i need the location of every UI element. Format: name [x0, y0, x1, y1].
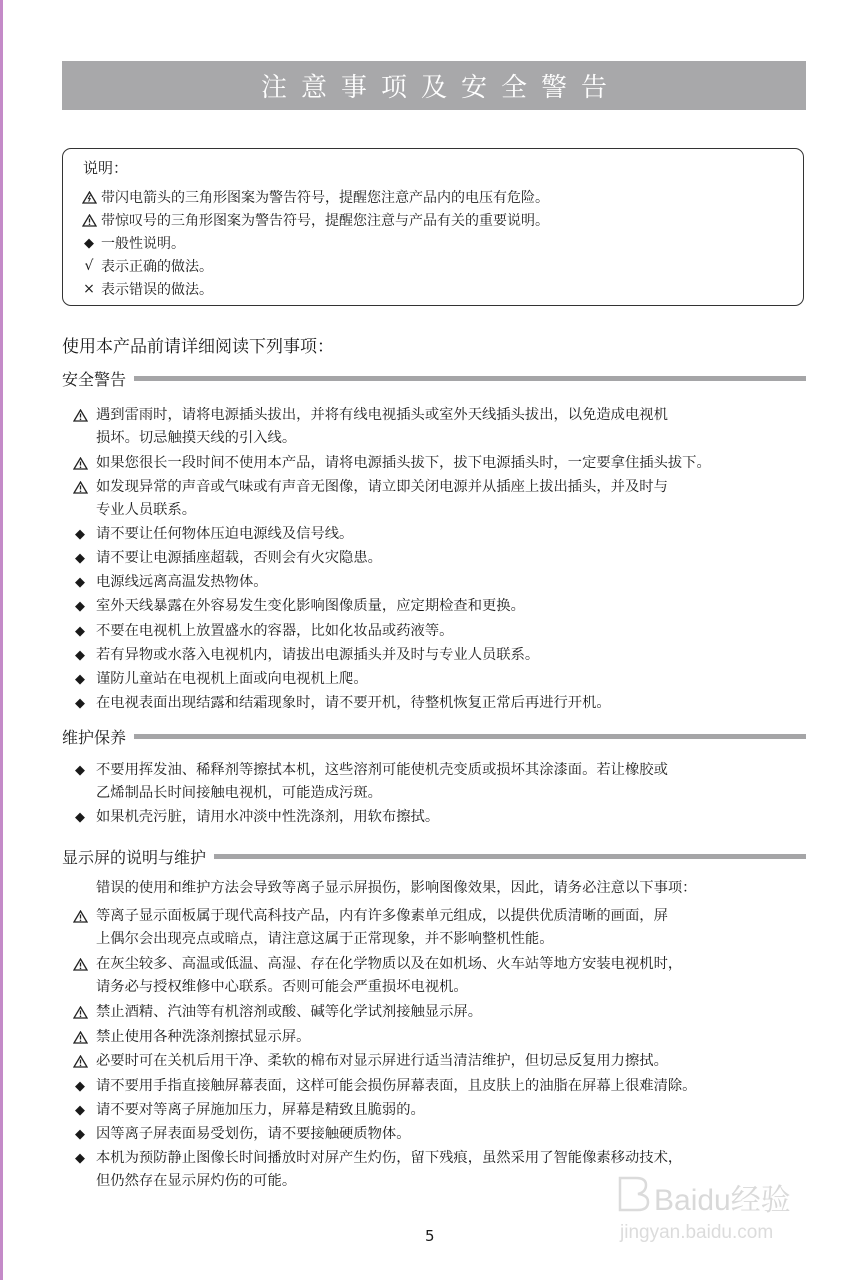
- text-line: 因等离子屏表面易受划伤，请不要接触硬质物体。: [96, 1126, 411, 1142]
- legend-text: 带惊叹号的三角形图案为警告符号，提醒您注意与产品有关的重要说明。: [101, 213, 549, 229]
- text-line: 专业人员联系。: [96, 502, 197, 518]
- list-item-text: [92, 595, 525, 618]
- text-line: 上偶尔会出现亮点或暗点，请注意这属于正常现象，并不影响整机性能。: [96, 931, 554, 947]
- diamond-bullet-icon: ◆: [75, 527, 85, 542]
- diamond-bullet-icon: ◆: [75, 810, 85, 825]
- warning-triangle-icon: [68, 1026, 92, 1049]
- list-item: [68, 1099, 425, 1122]
- text-line: 谨防儿童站在电视机上面或向电视机上爬。: [96, 671, 368, 687]
- list-item-text: [92, 953, 682, 999]
- legend-text: 一般性说明。: [101, 236, 185, 252]
- text-line: 禁止酒精、汽油等有机溶剂或酸、碱等化学试剂接触显示屏。: [96, 1004, 483, 1020]
- section-title: 安全警告: [62, 369, 127, 389]
- text-line: 请不要让任何物体压迫电源线及信号线。: [96, 526, 354, 542]
- text-line: 损坏。切忌触摸天线的引入线。: [96, 430, 297, 446]
- diamond-bullet-icon: ◆: [75, 696, 85, 711]
- baidu-watermark-logo: [610, 1166, 815, 1246]
- list-item-text: [92, 806, 439, 829]
- section-title: 显示屏的说明与维护: [62, 847, 207, 867]
- legend-item: [77, 209, 549, 231]
- legend-item: [77, 186, 549, 208]
- section-title: 维护保养: [62, 727, 127, 747]
- section-heading-safety: [62, 367, 806, 389]
- text-line: 在灰尘较多、高温或低温、高湿、存在化学物质以及在如机场、火车站等地方安装电视机时，: [96, 956, 683, 972]
- warning-triangle-icon: [68, 905, 92, 928]
- list-item: [68, 953, 682, 999]
- legend-box: [62, 148, 804, 306]
- warning-triangle-icon: [68, 476, 92, 499]
- list-item: [68, 692, 611, 715]
- warning-triangle-icon: [68, 1050, 92, 1073]
- list-item: [68, 1026, 310, 1049]
- list-item-text: [92, 523, 353, 546]
- list-item: [68, 759, 668, 805]
- watermark-url: jingyan.baidu.com: [620, 1222, 774, 1243]
- text-line: 如果机壳污脏，请用水冲淡中性洗涤剂，用软布擦拭。: [96, 809, 440, 825]
- list-item-text: [92, 644, 539, 667]
- list-item: [68, 668, 368, 691]
- list-item-text: [92, 571, 268, 594]
- list-item: [68, 1075, 696, 1098]
- text-line: 请不要让电源插座超载，否则会有火灾隐患。: [96, 550, 382, 566]
- diamond-bullet-icon: ◆: [84, 235, 94, 251]
- left-margin-rule: [0, 0, 3, 1280]
- legend-item: [77, 232, 185, 254]
- checkmark-icon: √: [84, 258, 94, 274]
- list-item: [68, 476, 668, 522]
- list-item-text: [92, 620, 453, 643]
- list-item-text: [92, 1001, 482, 1024]
- text-line: 必要时可在关机后用干净、柔软的棉布对显示屏进行适当清洁维护，但切忌反复用力擦拭。: [96, 1053, 668, 1069]
- list-item-text: [92, 1075, 696, 1098]
- list-item-text: [92, 1099, 425, 1122]
- warning-triangle-icon: [68, 404, 92, 427]
- list-item-text: [92, 404, 668, 450]
- list-item: [68, 1123, 411, 1146]
- diamond-bullet-icon: ◆: [75, 1103, 85, 1118]
- cross-icon: ×: [83, 281, 95, 297]
- section-divider: [134, 376, 806, 381]
- diamond-bullet-icon: ◆: [75, 551, 85, 566]
- diamond-bullet-icon: ◆: [75, 575, 85, 590]
- legend-text: 表示正确的做法。: [101, 259, 213, 275]
- list-item-text: [92, 1123, 411, 1146]
- legend-text: 带闪电箭头的三角形图案为警告符号，提醒您注意产品内的电压有危险。: [101, 190, 549, 206]
- list-item-text: [92, 547, 382, 570]
- diamond-bullet-icon: ◆: [75, 1079, 85, 1094]
- text-line: 如果您很长一段时间不使用本产品，请将电源插头拔下，拔下电源插头时，一定要拿住插头拔下。: [96, 455, 711, 471]
- text-line: 室外天线暴露在外容易发生变化影响图像质量，应定期检查和更换。: [96, 598, 525, 614]
- text-line: 但仍然存在显示屏灼伤的可能。: [96, 1173, 297, 1189]
- list-item: [68, 620, 453, 643]
- list-item-text: [92, 1026, 310, 1049]
- list-item: [68, 523, 353, 546]
- text-line: 遇到雷雨时，请将电源插头拔出，并将有线电视插头或室外天线插头拔出，以免造成电视机: [96, 407, 668, 423]
- section-divider: [134, 734, 806, 739]
- text-line: 若有异物或水落入电视机内，请拔出电源插头并及时与专业人员联系。: [96, 647, 540, 663]
- diamond-bullet-icon: ◆: [75, 648, 85, 663]
- list-item-text: [92, 905, 668, 951]
- text-line: 在电视表面出现结露和结霜现象时，请不要开机，待整机恢复正常后再进行开机。: [96, 695, 611, 711]
- list-item-text: [92, 759, 668, 805]
- section-divider: [214, 854, 806, 859]
- list-item-text: [92, 1147, 682, 1193]
- text-line: 等离子显示面板属于现代高科技产品，内有许多像素单元组成，以提供优质清晰的画面，屏: [96, 908, 668, 924]
- list-item: [68, 1147, 682, 1193]
- section-heading-display: [62, 845, 806, 867]
- legend-item: [77, 255, 213, 277]
- text-line: 本机为预防静止图像长时间播放时对屏产生灼伤，留下残痕，虽然采用了智能像素移动技术，: [96, 1150, 683, 1166]
- list-item-text: [92, 692, 611, 715]
- legend-item: [77, 278, 213, 300]
- text-line: 乙烯制品长时间接触电视机，可能造成污斑。: [96, 785, 382, 801]
- diamond-bullet-icon: ◆: [75, 624, 85, 639]
- page-number: 5: [425, 1227, 435, 1245]
- list-item: [68, 806, 439, 829]
- list-item: [68, 644, 539, 667]
- text-line: 不要在电视机上放置盛水的容器，比如化妆品或药液等。: [96, 623, 454, 639]
- text-line: 请务必与授权维修中心联系。否则可能会严重损坏电视机。: [96, 979, 468, 995]
- text-line: 禁止使用各种洗涤剂擦拭显示屏。: [96, 1029, 311, 1045]
- list-item-text: [92, 452, 711, 475]
- legend-text: 表示错误的做法。: [101, 282, 213, 298]
- warning-triangle-icon: [68, 452, 92, 475]
- legend-heading: 说明：: [83, 159, 129, 177]
- list-item: [68, 1050, 668, 1073]
- text-line: 如发现异常的声音或气味或有声音无图像，请立即关闭电源并从插座上拔出插头，并及时与: [96, 479, 668, 495]
- warning-triangle-icon: [77, 191, 101, 204]
- diamond-bullet-icon: ◆: [75, 1151, 85, 1166]
- text-line: 请不要对等离子屏施加压力，屏幕是精致且脆弱的。: [96, 1102, 425, 1118]
- list-item: [68, 547, 382, 570]
- list-item: [68, 1001, 482, 1024]
- list-item-text: [92, 668, 368, 691]
- warning-triangle-icon: [77, 214, 101, 227]
- section-heading-maintenance: [62, 725, 806, 747]
- diamond-bullet-icon: ◆: [75, 1127, 85, 1142]
- watermark-brand: Baidu经验: [654, 1184, 791, 1217]
- text-line: 请不要用手指直接触屏幕表面，这样可能会损伤屏幕表面，且皮肤上的油脂在屏幕上很难清除。: [96, 1078, 697, 1094]
- list-item: [68, 905, 668, 951]
- list-item: [68, 452, 711, 475]
- list-item-text: [92, 476, 668, 522]
- diamond-bullet-icon: ◆: [75, 763, 85, 778]
- intro-text: 使用本产品前请详细阅读下列事项：: [62, 337, 334, 357]
- diamond-bullet-icon: ◆: [75, 672, 85, 687]
- warning-triangle-icon: [68, 1001, 92, 1024]
- list-item-text: [92, 1050, 668, 1073]
- display-lead-text: 错误的使用和维护方法会导致等离子显示屏损伤，影响图像效果，因此，请务必注意以下事项：: [96, 880, 697, 896]
- text-line: 电源线远离高温发热物体。: [96, 574, 268, 590]
- list-item: [68, 404, 668, 450]
- diamond-bullet-icon: ◆: [75, 599, 85, 614]
- warning-triangle-icon: [68, 953, 92, 976]
- list-item: [68, 595, 525, 618]
- text-line: 不要用挥发油、稀释剂等擦拭本机，这些溶剂可能使机壳变质或损坏其涂漆面。若让橡胶或: [96, 762, 668, 778]
- list-item: [68, 571, 268, 594]
- page-title: 注意事项及安全警告: [62, 61, 806, 110]
